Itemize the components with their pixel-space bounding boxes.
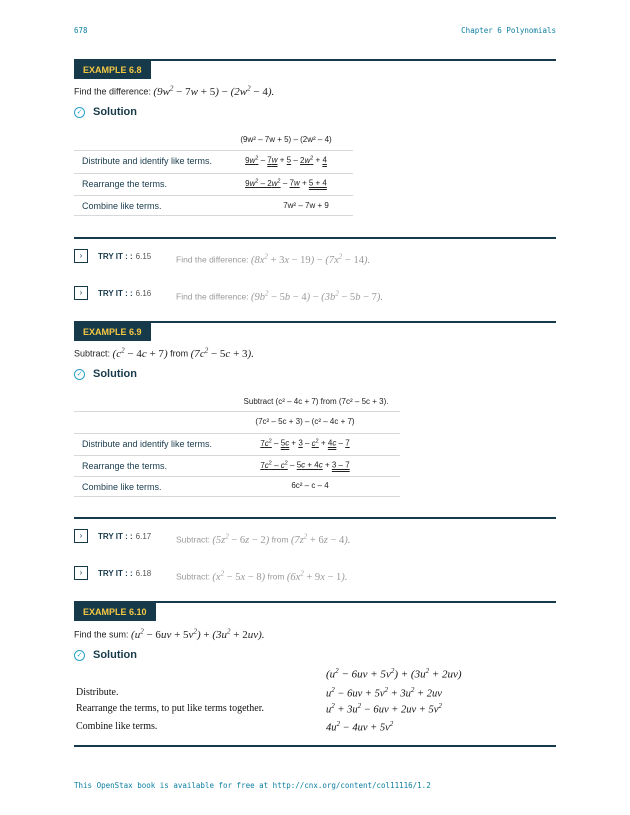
step-expression: $4u^2 - 4uv + 5v^2$ [326,720,394,734]
example-prompt: Find the sum: $(u^2 - 6uv + 5v^2) + (3u^2 + 2uv)$. [74,627,265,641]
page-number: 678 [74,26,88,35]
try-it-6-17[interactable] [74,529,151,543]
step-expression: Subtract (c² – 4c + 7) from (7c² – 5c + 3). [243,397,389,406]
table-divider [74,476,400,477]
try-it-prompt: Subtract: $(x^2 - 5x - 8)$ from $(6x^2 + 9x - 1)$. [176,569,348,583]
step-description: Combine like terms. [82,482,162,492]
table-divider [74,150,353,151]
step-expression: $9w^2 - 7w + 5 - 2w^2 + 4$ [245,155,327,165]
check-circle-icon: ✓ [74,107,85,118]
try-it-label: TRY IT : : 6.15 [98,251,152,261]
step-expression: $7c^2 - 5c + 3 - c^2 + 4c - 7$ [260,438,350,448]
step-expression: (9w² – 7w + 5) – (2w² – 4) [240,135,332,144]
step-expression: $9w^2 - 2w^2 - 7w + 5 + 4$ [245,178,327,188]
prompt-math: $(9w^2 - 7w + 5) - (2w^2 - 4)$. [153,84,275,98]
chevron-right-icon[interactable]: › [74,249,88,263]
example-label: EXAMPLE 6.10 [74,603,156,621]
try-it-label: TRY IT : : 6.18 [98,568,152,578]
example-prompt: Subtract: $(c^2 - 4c + 7)$ from $(7c^2 - 5c + 3)$. [74,346,254,360]
table-divider [74,433,400,434]
table-divider [74,411,400,412]
chevron-right-icon[interactable]: › [74,529,88,543]
chevron-right-icon[interactable]: › [74,286,88,300]
table-divider [74,455,400,456]
step-expression: $u^2 - 6uv + 5v^2 + 3u^2 + 2uv$ [326,686,442,700]
footer-text: This OpenStax book is available for free at http://cnx.org/content/col11116/1.2 [74,781,431,790]
table-divider [74,195,353,196]
step-expression: 7w² – 7w + 9 [283,201,329,210]
solution-heading: ✓ Solution [74,368,137,380]
solution-heading: ✓ Solution [74,106,137,118]
try-it-6-15[interactable] [74,249,151,263]
step-description: Combine like terms. [76,721,158,732]
step-description: Combine like terms. [82,201,162,211]
table-divider [74,215,353,216]
try-it-prompt: Subtract: $(5z^2 - 6z - 2)$ from $(7z^2 + 6z - 4)$. [176,532,351,546]
check-circle-icon: ✓ [74,369,85,380]
step-expression: $7c^2 - c^2 - 5c + 4c + 3 - 7$ [260,460,350,470]
try-it-label: TRY IT : : 6.17 [98,531,152,541]
section-rule [74,517,556,519]
step-description: Rearrange the terms. [82,179,168,189]
step-description: Rearrange the terms. [82,461,168,471]
step-description: Distribute and identify like terms. [82,439,213,449]
section-rule [74,745,556,747]
step-description: Distribute. [76,687,119,698]
try-it-6-16[interactable] [74,286,151,300]
check-circle-icon: ✓ [74,650,85,661]
example-label: EXAMPLE 6.9 [74,323,151,341]
table-divider [74,496,400,497]
chapter-title: Chapter 6 Polynomials [461,26,556,35]
try-it-label: TRY IT : : 6.16 [98,288,152,298]
solution-heading: ✓ Solution [74,649,137,661]
step-expression: $(u^2 - 6uv + 5v^2) + (3u^2 + 2uv)$ [326,667,462,681]
chevron-right-icon[interactable]: › [74,566,88,580]
try-it-prompt: Find the difference: $(8x^2 + 3x - 19) - (7x^2 - 14)$. [176,252,371,266]
step-description: Rearrange the terms, to put like terms together. [76,703,264,714]
step-expression: 6c² – c – 4 [291,481,329,490]
try-it-6-18[interactable] [74,566,151,580]
step-description: Distribute and identify like terms. [82,156,213,166]
try-it-prompt: Find the difference: $(9b^2 - 5b - 4) - (3b^2 - 5b - 7)$. [176,289,383,303]
table-divider [74,173,353,174]
section-rule [74,237,556,239]
example-prompt: Find the difference: $(9w^2 - 7w + 5) - (2w^2 - 4)$. [74,84,275,98]
example-label: EXAMPLE 6.8 [74,61,151,79]
step-expression: $u^2 + 3u^2 - 6uv + 2uv + 5v^2$ [326,702,442,716]
step-expression: (7c² – 5c + 3) – (c² – 4c + 7) [255,417,355,426]
